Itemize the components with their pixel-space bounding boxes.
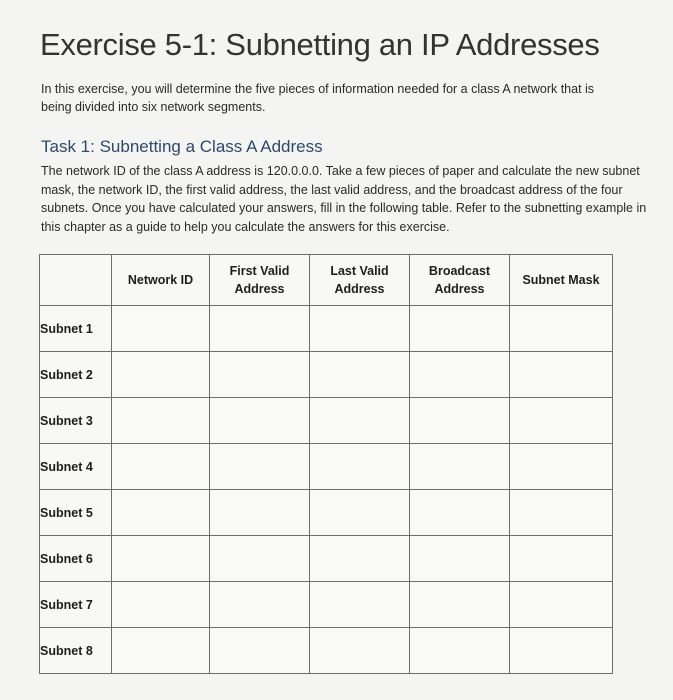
cell-first-valid-address[interactable] (210, 490, 310, 536)
row-label: Subnet 1 (40, 306, 112, 352)
table-row (40, 490, 613, 536)
cell-last-valid-address[interactable] (310, 398, 410, 444)
row-label: Subnet 4 (40, 444, 112, 490)
cell-broadcast-address[interactable] (410, 352, 510, 398)
cell-broadcast-address[interactable] (410, 306, 510, 352)
header-subnet-mask: Subnet Mask (510, 255, 613, 306)
table-row (40, 536, 613, 582)
cell-last-valid-address[interactable] (310, 306, 410, 352)
subnet-table (39, 254, 613, 674)
cell-broadcast-address[interactable] (410, 582, 510, 628)
table-row (40, 582, 613, 628)
cell-subnet-mask[interactable] (510, 352, 613, 398)
cell-network-id[interactable] (112, 628, 210, 674)
task-heading: Task 1: Subnetting a Class A Address (41, 137, 323, 156)
row-label: Subnet 3 (40, 398, 112, 444)
cell-first-valid-address[interactable] (210, 398, 310, 444)
cell-first-valid-address[interactable] (210, 582, 310, 628)
row-label: Subnet 6 (40, 536, 112, 582)
row-label: Subnet 2 (40, 352, 112, 398)
cell-subnet-mask[interactable] (510, 306, 613, 352)
cell-last-valid-address[interactable] (310, 490, 410, 536)
header-last-valid-address: Last Valid Address (310, 255, 410, 306)
cell-broadcast-address[interactable] (410, 444, 510, 490)
cell-subnet-mask[interactable] (510, 398, 613, 444)
cell-subnet-mask[interactable] (510, 444, 613, 490)
cell-last-valid-address[interactable] (310, 628, 410, 674)
cell-first-valid-address[interactable] (210, 444, 310, 490)
cell-last-valid-address[interactable] (310, 582, 410, 628)
cell-network-id[interactable] (112, 582, 210, 628)
table-header-row (40, 255, 613, 306)
task-description: The network ID of the class A address is 120.0.0.0. Take a few pieces of paper and calculate the new subnet mask, the network ID, the first valid address, the last valid address, and the broadcast address of the four subnets. Once you have calculated your answers, fill in the following table. Refer to the subnetting example in this chapter as a guide to help you calculate the answers for this exercise. (41, 164, 647, 234)
cell-subnet-mask[interactable] (510, 582, 613, 628)
cell-network-id[interactable] (112, 490, 210, 536)
cell-subnet-mask[interactable] (510, 490, 613, 536)
cell-last-valid-address[interactable] (310, 352, 410, 398)
cell-subnet-mask[interactable] (510, 628, 613, 674)
table-row (40, 352, 613, 398)
page-title: Exercise 5-1: Subnetting an IP Addresses (40, 26, 600, 62)
table-row (40, 398, 613, 444)
cell-network-id[interactable] (112, 536, 210, 582)
table-row (40, 444, 613, 490)
cell-first-valid-address[interactable] (210, 536, 310, 582)
cell-last-valid-address[interactable] (310, 536, 410, 582)
header-first-valid-address: First Valid Address (210, 255, 310, 306)
table-row (40, 628, 613, 674)
cell-first-valid-address[interactable] (210, 306, 310, 352)
cell-network-id[interactable] (112, 398, 210, 444)
cell-broadcast-address[interactable] (410, 536, 510, 582)
cell-broadcast-address[interactable] (410, 628, 510, 674)
intro-paragraph: In this exercise, you will determine the five pieces of information needed for a class A network that is being divided into six network segments. (41, 82, 595, 114)
header-broadcast-address: Broadcast Address (410, 255, 510, 306)
row-label: Subnet 8 (40, 628, 112, 674)
cell-first-valid-address[interactable] (210, 352, 310, 398)
row-label: Subnet 5 (40, 490, 112, 536)
cell-last-valid-address[interactable] (310, 444, 410, 490)
cell-subnet-mask[interactable] (510, 536, 613, 582)
cell-broadcast-address[interactable] (410, 398, 510, 444)
header-network-id: Network ID (112, 255, 210, 306)
cell-broadcast-address[interactable] (410, 490, 510, 536)
cell-first-valid-address[interactable] (210, 628, 310, 674)
row-label: Subnet 7 (40, 582, 112, 628)
cell-network-id[interactable] (112, 306, 210, 352)
table-row (40, 306, 613, 352)
header-blank (40, 255, 112, 306)
cell-network-id[interactable] (112, 352, 210, 398)
cell-network-id[interactable] (112, 444, 210, 490)
